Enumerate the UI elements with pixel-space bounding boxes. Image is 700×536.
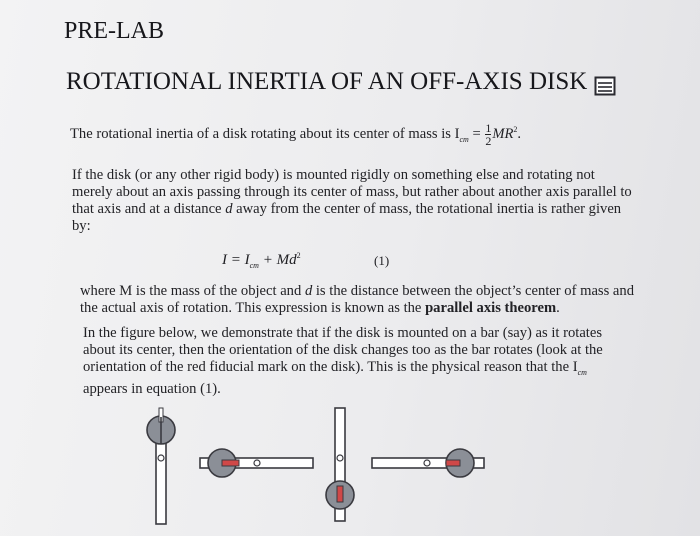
para3-text-a: where M is the mass of the object and <box>80 283 305 299</box>
pivot-3 <box>337 455 343 461</box>
para3-var-d: d <box>304 283 313 299</box>
intro-paragraph <box>70 121 550 148</box>
para4-text-a: In the figure below, we demonstrate that if the disk is mounted on a bar (say) as it rotates about its center, then the orientation of the disk changes too as the bar rotates (look at the orientation of the red fiducial mark on the disk). This is the physical reason that the I <box>83 325 603 375</box>
fraction-numerator: 1 <box>485 121 492 136</box>
equation-1 <box>222 251 301 270</box>
pivot-4 <box>424 460 430 466</box>
figure-position-2 <box>200 449 313 477</box>
equation-lhs: I = I <box>222 252 250 268</box>
para2-text-a: If the disk (or any other rigid body) is mounted rigidly on something else and rotating not merely about an axis passing through its center of mass, but rather about another axis parallel to that axis and at a distance <box>72 167 632 217</box>
rotating-disk-figure <box>140 400 500 530</box>
document-icon[interactable] <box>594 76 616 96</box>
red-mark-4 <box>446 460 460 466</box>
prelab-heading: PRE-LAB <box>64 18 165 44</box>
figure-position-4 <box>372 449 484 477</box>
para3-end: . <box>556 300 560 316</box>
para3-text-b: is the distance between the object’s center of mass and the actual axis of rotation. This expression is known as the <box>80 283 634 316</box>
equation-sup: 2 <box>296 251 301 260</box>
equation-rhs: + Md <box>258 252 297 268</box>
parallel-axis-theorem: parallel axis theorem <box>425 300 557 316</box>
pivot-1 <box>158 455 164 461</box>
red-mark-3 <box>337 486 343 502</box>
page-title: ROTATIONAL INERTIA OF AN OFF-AXIS DISK <box>66 68 588 95</box>
fraction-denominator: 2 <box>485 134 492 149</box>
equation-sub: cm <box>249 261 259 270</box>
intro-text: The rotational inertia of a disk rotating about its center of mass is I <box>70 125 460 142</box>
offaxis-paragraph <box>72 167 632 235</box>
para4-sub: cm <box>577 367 587 377</box>
parallel-axis-paragraph <box>80 283 640 317</box>
intro-sup: 2 <box>513 125 518 134</box>
intro-mr: MR <box>492 125 514 142</box>
intro-eq: = <box>468 125 485 142</box>
figure-position-1 <box>147 408 175 524</box>
para4-text-b: appears in equation (1). <box>83 380 221 397</box>
para2-var-d: d <box>225 201 233 217</box>
red-mark-2 <box>222 460 239 466</box>
fraction <box>485 122 491 147</box>
intro-sub: cm <box>459 134 469 144</box>
para2-text-b: away from the center of mass, the rotational inertia is rather given by: <box>72 201 622 234</box>
figure-explanation-paragraph <box>83 325 623 398</box>
figure-position-3 <box>326 408 354 521</box>
pivot-2 <box>254 460 260 466</box>
equation-number: (1) <box>374 253 390 268</box>
intro-end: . <box>517 125 522 142</box>
